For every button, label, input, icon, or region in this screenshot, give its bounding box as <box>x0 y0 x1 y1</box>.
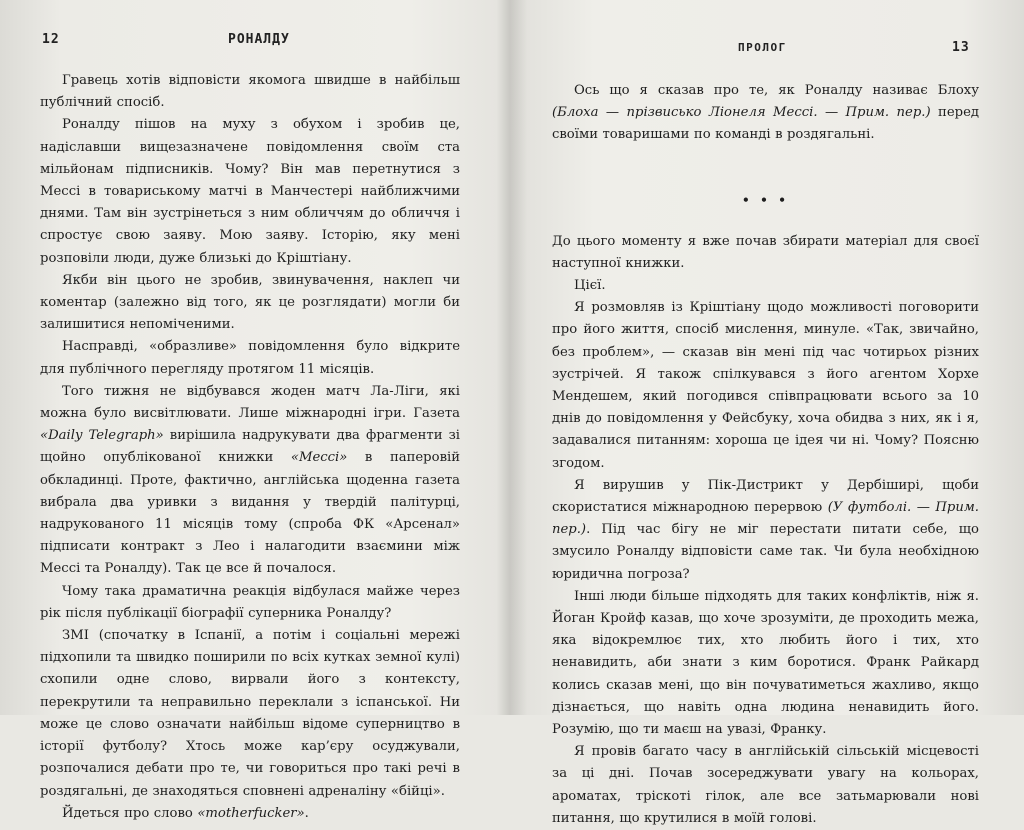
paragraph: ЗМІ (спочатку в Іспанії, а потім і соціальні мережі підхопили та швидко поширили по всіх кутках земної кулі) схопили одне слово, вирвали його з контексту, перекрутили та неправильно переклали з іспанської. Ни може це слово означати найбільш відоме суперництво в історії футболу? Хтось може кар’єру осуджували, розпочалися дебати про те, чи говориться про такі речі в роздягальні, де знаходяться сповнені адреналіну «бійці». <box>40 628 460 799</box>
paragraph: Я провів багато часу в англійській сільській місцевості за ці дні. Почав зосереджувати увагу на кольорах, ароматах, тріскоті гілок, але все затьмарювали нові питання, що крутилися в моїй голові. <box>552 744 979 826</box>
paragraph: Інші люди більше підходять для таких конфліктів, ніж я. Йоган Кройф казав, що хоче зрозуміти, де проходить межа, яка відокремлює тих, хто любить його і тих, хто ненавидить, аби знати з ким боротися. Франк Райкард колись сказав мені, що він почуватиметься жахливо, якщо дізнається, що навіть одна людина ненавидить його. Розумію, що ти маєш на увазі, Франку. <box>552 588 979 738</box>
right-page <box>512 0 1024 826</box>
emphasis: (У футболі. — Прим. пер.) <box>552 500 979 538</box>
paragraph-text: Йдеться про слово <box>62 805 198 821</box>
section-separator: • • • <box>742 192 789 207</box>
running-head-right: ПРОЛОГ <box>738 41 787 54</box>
paragraph: Якби він цього не зробив, звинувачення, наклеп чи коментар (залежно від того, як це розглядати) могли би залишитися непоміченими. <box>40 272 460 333</box>
paragraph: Я розмовляв із Кріштіану щодо можливості поговорити про його життя, спосіб мислення, минуле. «Так, звичайно, без проблем», — сказав він мені під час чотирьох різних зустрічей. Я також спілкувався з його агентом Хорхе Мендешем, який погодився співпрацювати всього за 10 днів до повідомлення у Фейсбуку, хоча обидва з них, як і я, задавалися питанням: хороша це ідея чи ні. Чому? Поясню згодом. <box>552 300 979 471</box>
page-number-right: 13 <box>952 40 970 55</box>
paragraph-text: Того тижня не відбувався жоден матч Ла-Ліги, які можна було висвітлювати. Лише міжнародні ігри. Газета <box>40 383 460 422</box>
paragraph: Гравець хотів відповісти якомога швидше в найбільш публічний спосіб. <box>40 73 460 111</box>
right-page-body <box>552 80 979 830</box>
emphasis: «motherfucker» <box>197 805 305 821</box>
paragraph: Насправді, «образливе» повідомлення було відкрите для публічного перегляду протягом 11 місяців. <box>40 339 460 377</box>
paragraph <box>40 381 460 581</box>
emphasis: «Daily Telegraph» <box>40 428 164 444</box>
paragraph: До цього моменту я вже почав збирати матеріал для своєї наступної книжки. <box>552 233 979 271</box>
paragraph-text: Я вирушив у Пік-Дистрикт у Дербіширі, щоби скористатися міжнародною перервою <box>552 477 979 516</box>
paragraph <box>552 475 979 586</box>
running-head-left: РОНАЛДУ <box>228 32 290 47</box>
page-number-left: 12 <box>42 32 60 47</box>
paragraph-text: . Під час бігу не міг перестати питати себе, що змусило Роналду відповісти саме так. Чи була необхідною юридична погроза? <box>552 522 979 582</box>
paragraph-text: . <box>304 805 309 821</box>
paragraph-text: Ось що я сказав про те, як Роналду називає Блоху <box>574 83 979 98</box>
paragraph: Роналду пішов на муху з обухом і зробив це, надіславши вищезазначене повідомлення своїм ста мільйонам підписників. Чому? Він мав перетнутися з Мессі в товариському матчі в Манчестері найближчими днями. Там він зустрінеться з ним обличчям до обличчя і спростує свою заяву. Мою заяву. Історію, яку мені розповіли люди, дуже близькі до Кріштіану. <box>40 117 460 266</box>
paragraph <box>552 80 979 147</box>
paragraph-text: перед своїми товаришами по команді в роздягальні. <box>552 105 980 143</box>
left-page-body <box>40 70 460 825</box>
paragraph-text: вирішила надрукувати два фрагменти зі щойно опублікованої книжки <box>40 428 460 466</box>
left-page <box>0 0 505 821</box>
paragraph: Цієї. <box>574 278 606 294</box>
emphasis: (Блоха — прізвисько Ліонеля Мессі. — Прим. пер.) <box>552 105 931 121</box>
paragraph <box>40 803 460 825</box>
paragraph: Чому така драматична реакція відбулася майже через рік після публікації біографії суперника Роналду? <box>40 583 460 621</box>
emphasis: «Мессі» <box>290 450 348 466</box>
paragraph-text: в паперовій обкладинці. Проте, фактично, англійська щоденна газета вибрала два уривки з видання у твердій палітурці, надрукованого 11 місяців тому (спроба ФК «Арсенал» підписати контракт з Лео і налагодити взаємини між Мессі та Роналду). Так це все й почалося. <box>40 450 460 577</box>
